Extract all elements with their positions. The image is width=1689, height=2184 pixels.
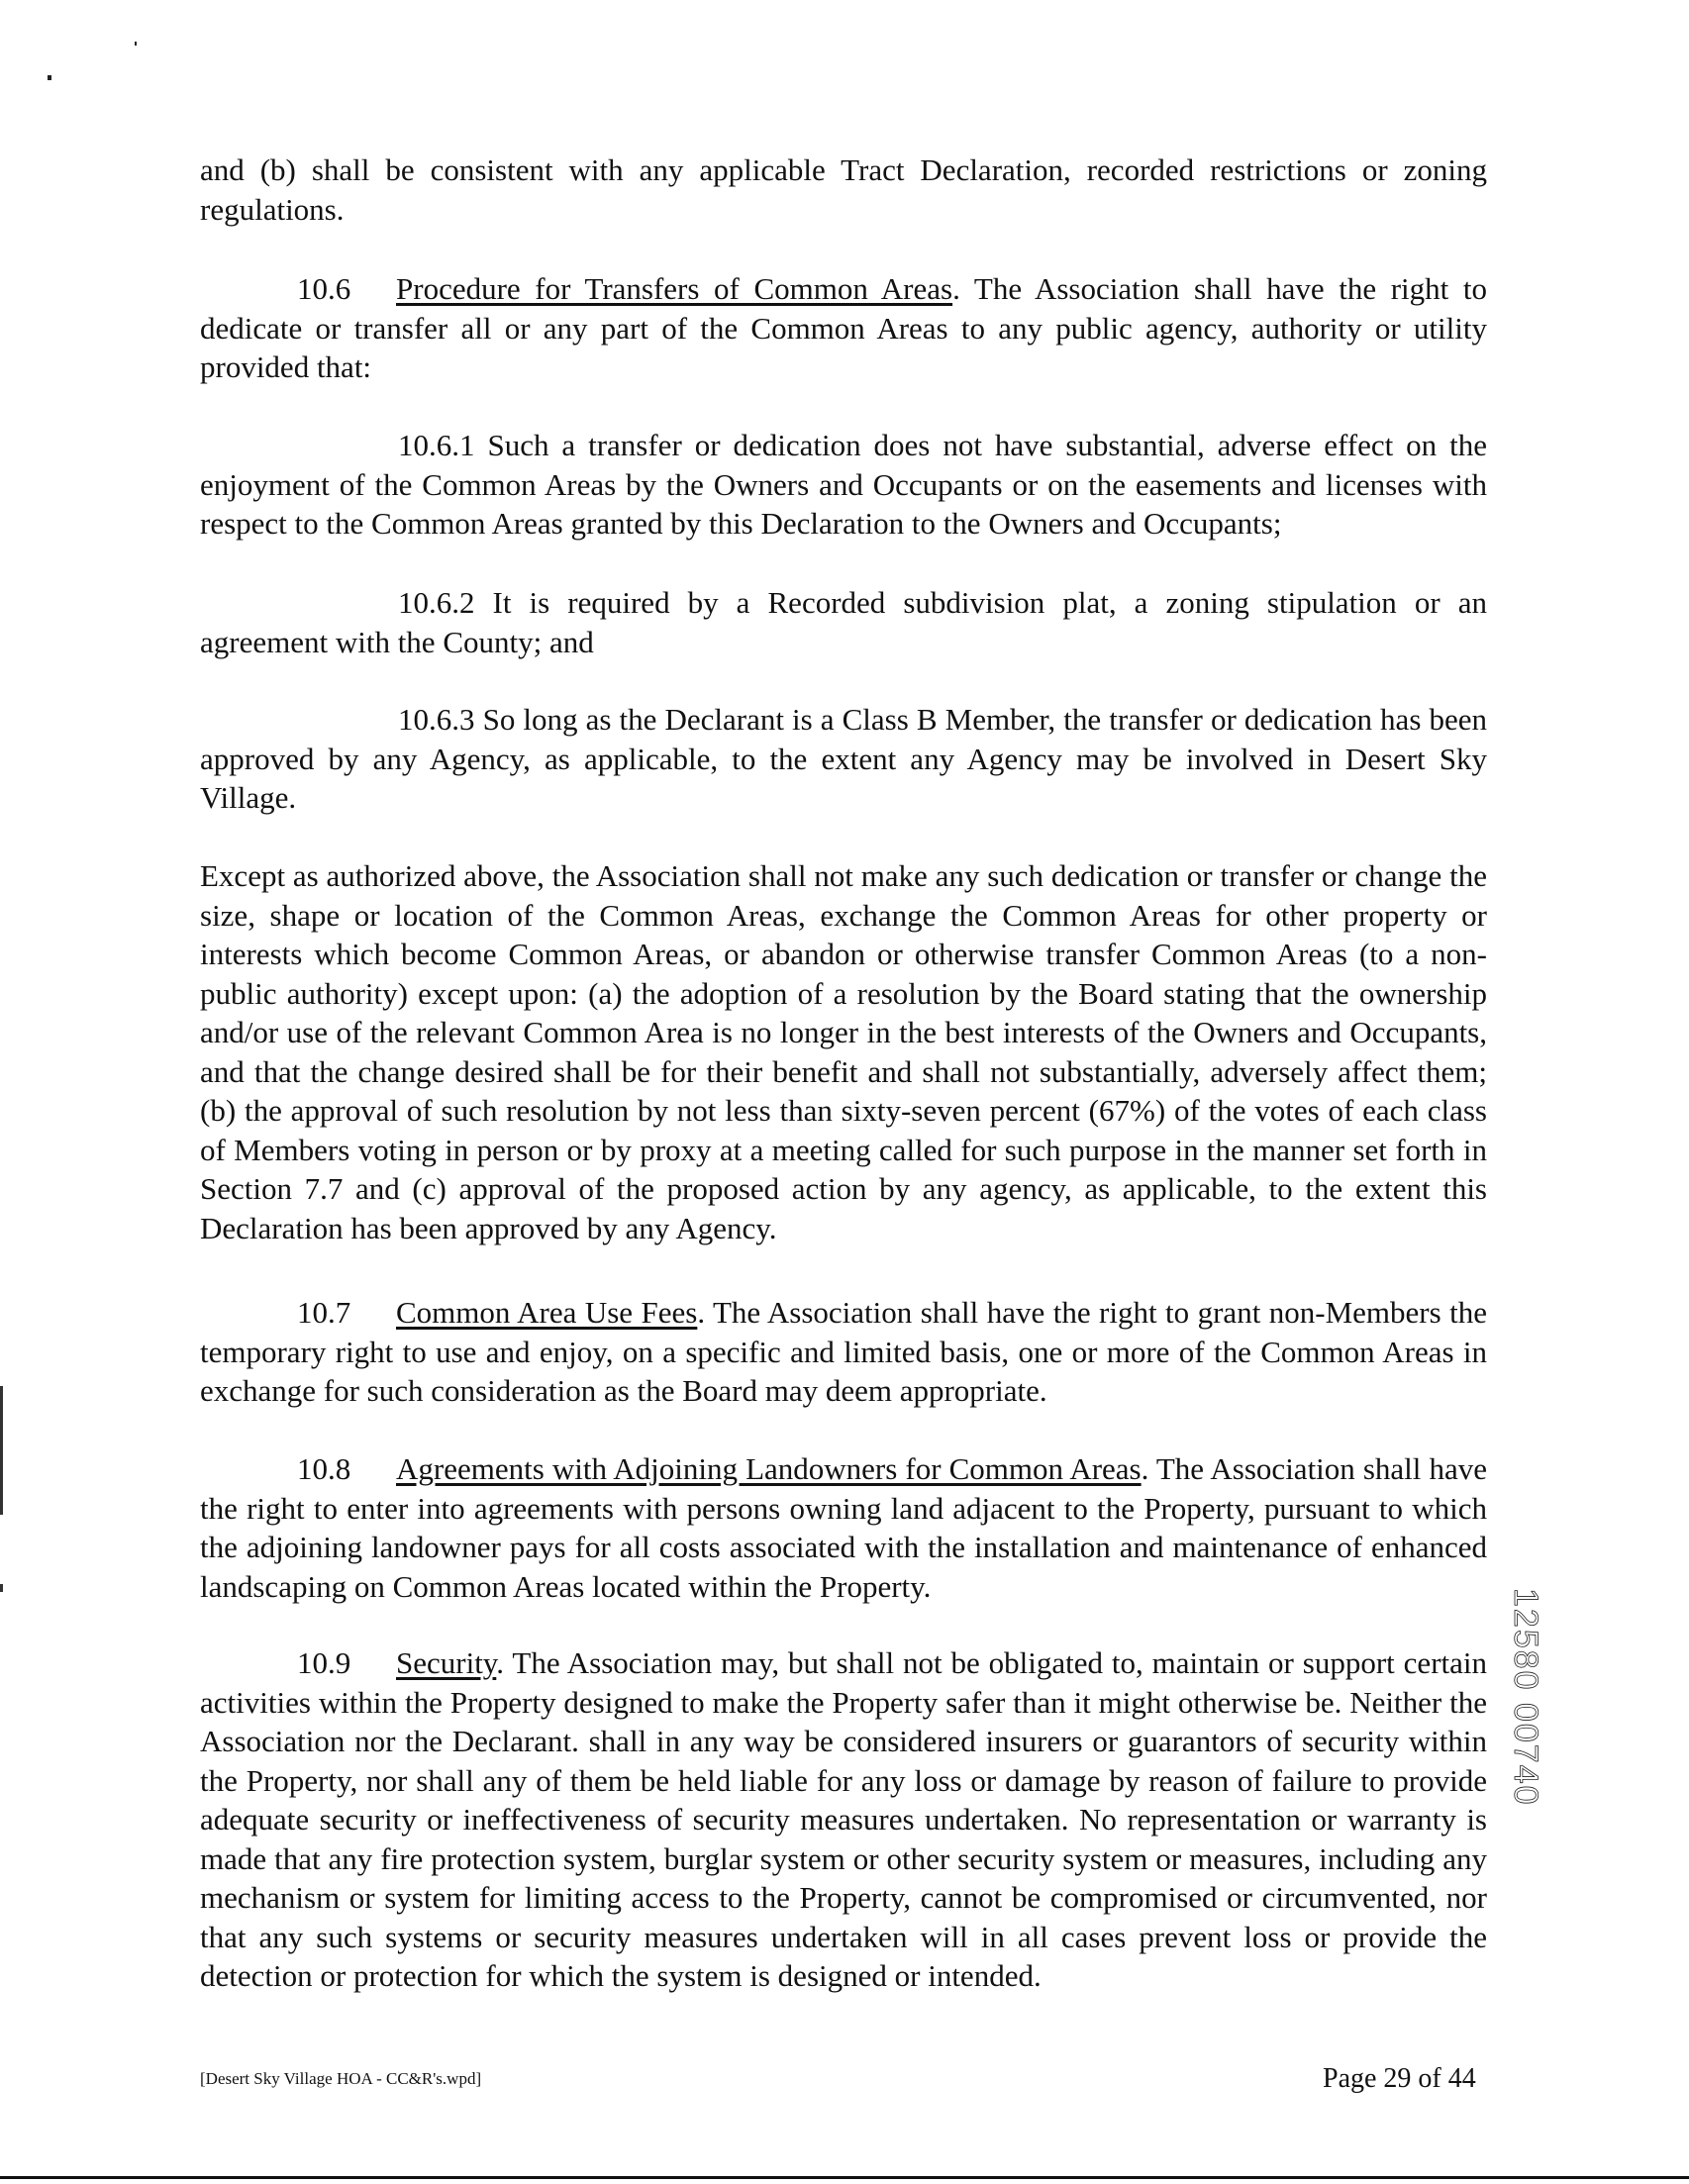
- scan-bottom-edge: [0, 2176, 1689, 2179]
- paragraph-except-text: Except as authorized above, the Association shall not make any such dedication or transfer or change the size, shape or location of the Common Areas, exchange the Common Areas for other property or interests which become Common Areas, or abandon or otherwise transfer Common Areas (to a non-public authority) except upon: (a) the adoption of a resolution by the Board stating that the ownership and/or use of the relevant Common Area is no longer in the best interests of the Owners and Occupants, and that the change desired shall be for their benefit and shall not substantially, adversely affect them; (b) the approval of such resolution by not less than sixty-seven percent (67%) of the votes of each class of Members voting in person or by proxy at a meeting called for such purpose in the manner set forth in Section 7.7 and (c) approval of the proposed action by any agency, as applicable, to the extent this Declaration has been approved by any Agency.: [200, 858, 1487, 1245]
- footer-file-label: [Desert Sky Village HOA - CC&R's.wpd]: [200, 2069, 482, 2088]
- scan-edge-mark: [0, 1584, 3, 1592]
- section-10-6-2: [200, 583, 1487, 661]
- paragraph-intro-text: and (b) shall be consistent with any applicable Tract Declaration, recorded restrictions or zoning regulations.: [200, 152, 1487, 227]
- section-text: 10.6.2 It is required by a Recorded subdivision plat, a zoning stipulation or an agreement with the County; and: [200, 585, 1487, 659]
- section-text: . The Association shall have the right to enter into agreements with persons owning land adjacent to the Property, pursuant to which the adjoining landowner pays for all costs associated with the installation and maintenance of enhanced landscaping on Common Areas located within the Property.: [200, 1451, 1487, 1604]
- section-10-9: [200, 1643, 1487, 1996]
- section-number: 10.9: [297, 1645, 351, 1680]
- section-10-7: [200, 1293, 1487, 1411]
- footer-page-number: Page 29 of 44: [1323, 2063, 1476, 2094]
- section-heading: Security: [396, 1645, 497, 1680]
- section-text: . The Association shall have the right to dedicate or transfer all or any part of the Common Areas to any public agency, authority or utility provided that:: [200, 271, 1487, 384]
- section-heading: Agreements with Adjoining Landowners for Common Areas: [396, 1451, 1142, 1486]
- section-number: 10.7: [297, 1295, 351, 1330]
- paragraph-except: [200, 856, 1487, 1247]
- section-heading: Procedure for Transfers of Common Areas: [396, 271, 953, 306]
- section-text: 10.6.1 Such a transfer or dedication does not have substantial, adverse effect on the enjoyment of the Common Areas by the Owners and Occupants or on the easements and licenses with respect to the Common Areas granted by this Declaration to the Owners and Occupants;: [200, 428, 1487, 541]
- section-10-6-1: [200, 426, 1487, 544]
- recording-stamp: 12580 00740: [1507, 1588, 1544, 1807]
- section-10-6: [200, 269, 1487, 387]
- section-number: 10.8: [297, 1451, 351, 1486]
- section-10-8: [200, 1449, 1487, 1606]
- section-text: 10.6.3 So long as the Declarant is a Class B Member, the transfer or dedication has been approved by any Agency, as applicable, to the extent any Agency may be involved in Desert Sky Village.: [200, 702, 1487, 815]
- scan-speck: [135, 42, 137, 46]
- section-heading: Common Area Use Fees: [396, 1295, 698, 1330]
- section-number: 10.6: [297, 271, 351, 306]
- scan-speck: [48, 75, 51, 80]
- section-10-6-3: [200, 700, 1487, 818]
- scan-edge-mark: [0, 1386, 3, 1515]
- section-text: . The Association may, but shall not be obligated to, maintain or support certain activities within the Property designed to make the Property safer than it might otherwise be. Neither the Association nor the Declarant. shall in any way be considered insurers or guarantors of security within the Property, nor shall any of them be held liable for any loss or damage by reason of failure to provide adequate security or ineffectiveness of security measures undertaken. No representation or warranty is made that any fire protection system, burglar system or other security system or measures, including any mechanism or system for limiting access to the Property, cannot be compromised or circumvented, nor that any such systems or security measures undertaken will in all cases prevent loss or provide the detection or protection for which the system is designed or intended.: [200, 1645, 1487, 1993]
- paragraph-intro: [200, 150, 1487, 229]
- section-text: . The Association shall have the right to grant non-Members the temporary right to use and enjoy, on a specific and limited basis, one or more of the Common Areas in exchange for such consideration as the Board may deem appropriate.: [200, 1295, 1487, 1408]
